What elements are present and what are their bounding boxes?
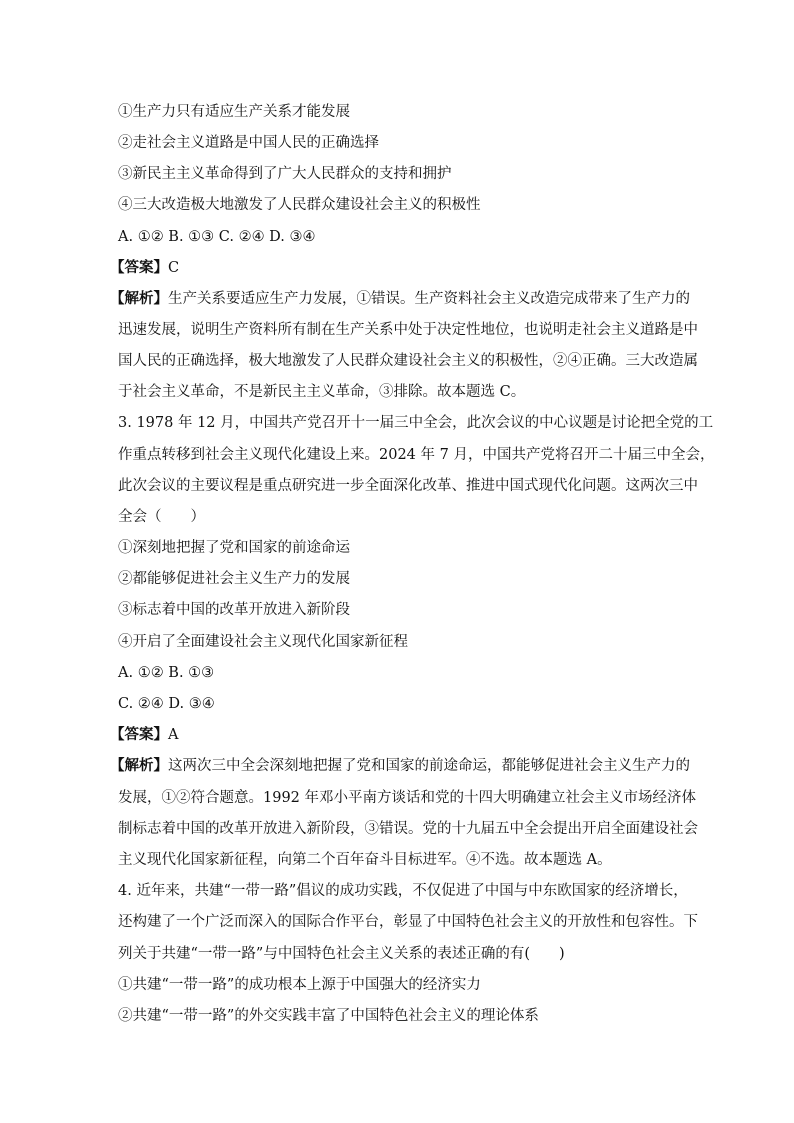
- q3-analysis-line-4: 主义现代化国家新征程，向第二个百年奋斗目标进军。④不选。故本题选 A。: [118, 852, 612, 868]
- q3-analysis-line-3: 制标志着中国的改革开放进入新阶段，③错误。党的十九届五中全会提出开启全面建设社会: [118, 821, 698, 837]
- q3-option-4: ④开启了全面建设社会主义现代化国家新征程: [118, 634, 408, 650]
- q3-analysis-line-2: 发展，①②符合题意。1992 年邓小平南方谈话和党的十四大明确建立社会主义市场经济体: [118, 790, 697, 806]
- analysis-label: 【解析】: [110, 757, 168, 774]
- q3-analysis-line-1: [110, 756, 690, 776]
- q3-stem-line-3: 此次会议的主要议程是重点研究进一步全面深化改革、推进中国式现代化问题。这两次三中: [118, 478, 698, 494]
- q2-option-4: ④三大改造极大地激发了人民群众建设社会主义的积极性: [118, 197, 481, 213]
- q3-option-2: ②都能够促进社会主义生产力的发展: [118, 571, 350, 587]
- q4-stem-line-2: 还构建了一个广泛而深入的国际合作平台，彰显了中国特色社会主义的开放性和包容性。下: [118, 914, 698, 930]
- q2-option-3: ③新民主主义革命得到了广大人民群众的支持和拥护: [118, 166, 452, 182]
- q2-analysis-line-1: [110, 289, 690, 309]
- q2-analysis-line-3: 国人民的正确选择，极大地激发了人民群众建设社会主义的积极性，②④正确。三大改造属: [118, 353, 698, 369]
- q4-option-1: ①共建“一带一路”的成功根本上源于中国强大的经济实力: [118, 977, 481, 993]
- q4-option-2: ②共建“一带一路”的外交实践丰富了中国特色社会主义的理论体系: [118, 1008, 539, 1024]
- q2-analysis-line-4: 于社会主义革命，不是新民主主义革命，③排除。故本题选 C。: [118, 384, 526, 400]
- q3-option-1: ①深刻地把握了党和国家的前途命运: [118, 540, 350, 556]
- q3-choices-row-1: A. ①② B. ①③: [118, 665, 215, 681]
- q3-stem-line-4: 全会（ ）: [118, 509, 205, 525]
- answer-label: 【答案】: [110, 726, 168, 743]
- analysis-label: 【解析】: [110, 290, 168, 307]
- q2-choices: A. ①② B. ①③ C. ②④ D. ③④: [118, 229, 316, 245]
- q2-option-2: ②走社会主义道路是中国人民的正确选择: [118, 135, 379, 151]
- q2-answer: [110, 258, 179, 278]
- q3-stem-line-1: 3. 1978 年 12 月，中国共产党召开十一届三中全会，此次会议的中心议题是讨论把全党的工: [118, 415, 714, 431]
- q3-option-3: ③标志着中国的改革开放进入新阶段: [118, 602, 350, 618]
- answer-value: A: [168, 727, 179, 743]
- q4-stem-line-1: 4. 近年来，共建“一带一路”倡议的成功实践，不仅促进了中国与中东欧国家的经济增长，: [118, 883, 688, 899]
- q2-analysis-line-2: 迅速发展，说明生产资料所有制在生产关系中处于决定性地位，也说明走社会主义道路是中: [118, 322, 698, 338]
- q3-answer: [110, 725, 178, 745]
- q3-choices-row-2: C. ②④ D. ③④: [118, 696, 215, 712]
- q2-option-1: ①生产力只有适应生产关系才能发展: [118, 104, 350, 120]
- q4-stem-line-3: 列关于共建“一带一路”与中国特色社会主义关系的表述正确的有( ): [118, 946, 565, 962]
- q3-stem-line-2: 作重点转移到社会主义现代化建设上来。2024 年 7 月，中国共产党将召开二十届三中全会，: [118, 447, 715, 463]
- analysis-text: 生产关系要适应生产力发展，①错误。生产资料社会主义改造完成带来了生产力的: [168, 291, 690, 307]
- answer-value: C: [168, 260, 180, 276]
- analysis-text: 这两次三中全会深刻地把握了党和国家的前途命运，都能够促进社会主义生产力的: [168, 758, 690, 774]
- answer-label: 【答案】: [110, 259, 168, 276]
